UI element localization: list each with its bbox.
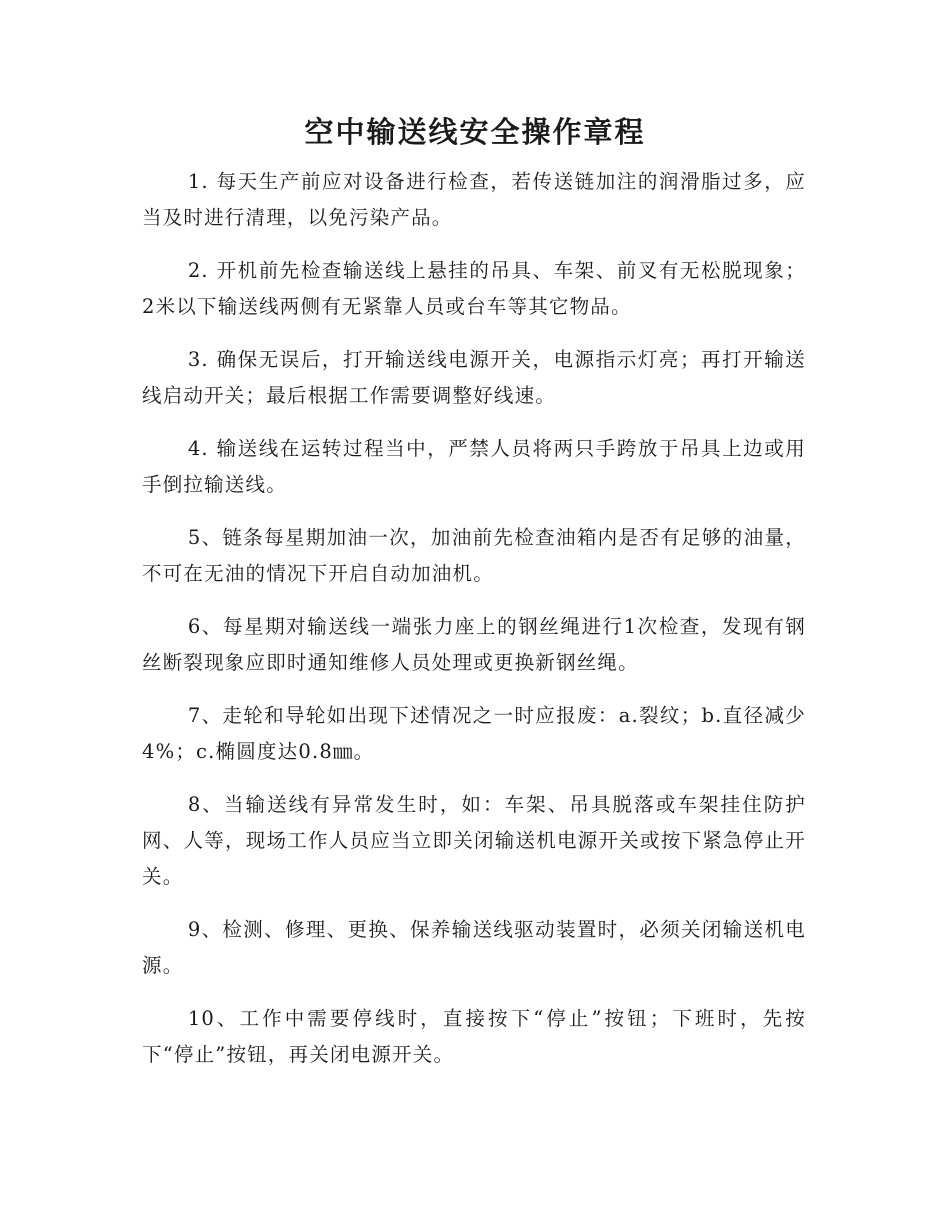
paragraph-10: 10、工作中需要停线时，直接按下“停止”按钮；下班时，先按下“停止”按钮，再关闭电源开关。 [142, 1007, 806, 1066]
document-body [142, 164, 806, 1090]
paragraph-2: 2. 开机前先检查输送线上悬挂的吊具、车架、前叉有无松脱现象；2米以下输送线两侧有无紧靠人员或台车等其它物品。 [142, 259, 806, 318]
paragraph-6: 6、每星期对输送线一端张力座上的钢丝绳进行1次检查，发现有钢丝断裂现象应即时通知维修人员处理或更换新钢丝绳。 [142, 615, 806, 674]
document-title: 空中输送线安全操作章程 [304, 115, 646, 149]
paragraph-8: 8、当输送线有异常发生时，如：车架、吊具脱落或车架挂住防护网、人等，现场工作人员应当立即关闭输送机电源开关或按下紧急停止开关。 [142, 793, 806, 888]
paragraph-7: 7、走轮和导轮如出现下述情况之一时应报废：a.裂纹；b.直径减少4%；c.椭圆度达0.8㎜。 [142, 704, 806, 763]
paragraph-1: 1. 每天生产前应对设备进行检查，若传送链加注的润滑脂过多，应当及时进行清理，以免污染产品。 [142, 170, 806, 229]
paragraph-5: 5、链条每星期加油一次，加油前先检查油箱内是否有足够的油量，不可在无油的情况下开启自动加油机。 [142, 526, 806, 585]
paragraph-4: 4. 输送线在运转过程当中，严禁人员将两只手跨放于吊具上边或用手倒拉输送线。 [142, 437, 806, 496]
paragraph-3: 3. 确保无误后，打开输送线电源开关，电源指示灯亮；再打开输送线启动开关；最后根据工作需要调整好线速。 [142, 348, 806, 407]
paragraph-9: 9、检测、修理、更换、保养输送线驱动装置时，必须关闭输送机电源。 [142, 918, 806, 977]
